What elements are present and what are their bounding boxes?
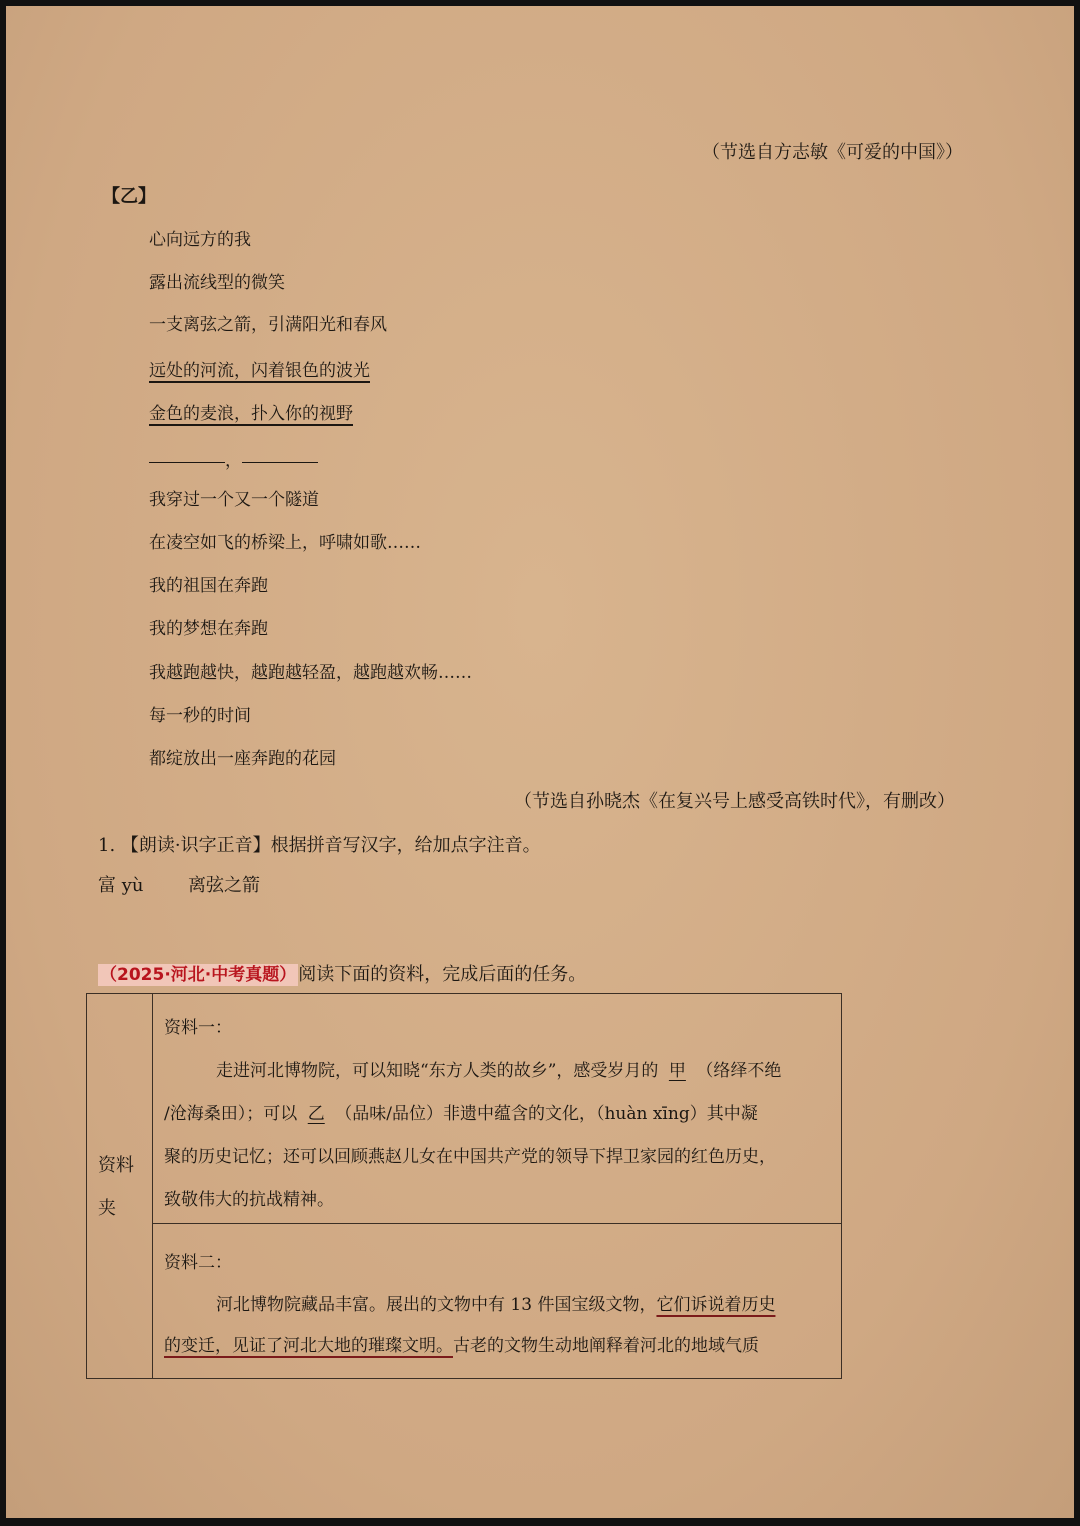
material-1-line: 走进河北博物院，可以知晓“东方人类的故乡”，感受岁月的 甲 （络绎不绝	[216, 1056, 781, 1081]
poem-line: 我越跑越快，越跑越轻盈，越跑越欢畅……	[149, 663, 472, 683]
poem-line: 心向远方的我	[149, 230, 251, 250]
exam-source-tag: （2025·河北·中考真题）	[100, 965, 297, 985]
poem-line: 在凌空如飞的桥梁上，呼啸如歌……	[149, 533, 421, 553]
comma: ，	[225, 451, 242, 471]
underlined-phrase: 它们诉说着历史	[656, 1295, 776, 1315]
underlined-phrase: 的变迁，见证了河北大地的璀璨文明。	[164, 1336, 453, 1356]
poem-line: 我穿过一个又一个隧道	[149, 490, 319, 510]
poem-line: 一支离弦之箭，引满阳光和春风	[149, 315, 387, 335]
material-2-title: 资料二：	[164, 1253, 232, 1273]
table-divider	[153, 1223, 841, 1224]
question-tag: 【朗读·识字正音】	[120, 835, 271, 856]
table-side-label: 夹	[98, 1198, 116, 1219]
document-page	[6, 6, 1074, 1518]
material-2-line: 的变迁，见证了河北大地的璀璨文明。古老的文物生动地阐释着河北的地域气质	[164, 1336, 759, 1356]
question-1	[98, 831, 541, 857]
question-text: 根据拼音写汉字，给加点字注音。	[270, 835, 541, 856]
question-item-1: 富 yù	[98, 875, 144, 896]
material-1-line: 聚的历史记忆；还可以回顾燕赵儿女在中国共产党的领导下捍卫家园的红色历史，	[164, 1147, 776, 1167]
task-intro	[98, 960, 586, 986]
table-side-label: 资料	[98, 1155, 134, 1176]
task-text: 阅读下面的资料，完成后面的任务。	[298, 964, 587, 985]
material-2-line: 河北博物院藏品丰富。展出的文物中有 13 件国宝级文物，它们诉说着历史	[216, 1295, 776, 1315]
poem-line: 露出流线型的微笑	[149, 273, 285, 293]
poem-line: 每一秒的时间	[149, 706, 251, 726]
source-citation-a: （节选自方志敏《可爱的中国》）	[702, 142, 963, 163]
poem-line-underlined: 金色的麦浪，扑入你的视野	[149, 404, 353, 424]
material-1-line: /沧海桑田）；可以 乙 （品味/品位）非遗中蕴含的文化，（huàn xīng）其中凝	[164, 1099, 758, 1124]
question-item-2: 离弦之箭	[188, 875, 260, 896]
poem-line-underlined: 远处的河流，闪着银色的波光	[149, 361, 370, 381]
answer-blank	[242, 461, 318, 463]
source-citation-b: （节选自孙晓杰《在复兴号上感受高铁时代》，有删改）	[514, 791, 955, 812]
poem-blank-line	[149, 446, 318, 471]
table-divider	[152, 994, 153, 1378]
material-1-line: 致敬伟大的抗战精神。	[164, 1190, 334, 1210]
section-b-label: 【乙】	[102, 186, 156, 207]
question-number: 1.	[98, 835, 116, 856]
fill-blank-a: 甲	[668, 1061, 686, 1081]
answer-blank	[149, 461, 225, 463]
poem-line: 我的祖国在奔跑	[149, 576, 268, 596]
fill-blank-b: 乙	[307, 1104, 325, 1124]
poem-line: 我的梦想在奔跑	[149, 619, 268, 639]
poem-line: 都绽放出一座奔跑的花园	[149, 749, 336, 769]
material-1-title: 资料一：	[164, 1018, 232, 1038]
